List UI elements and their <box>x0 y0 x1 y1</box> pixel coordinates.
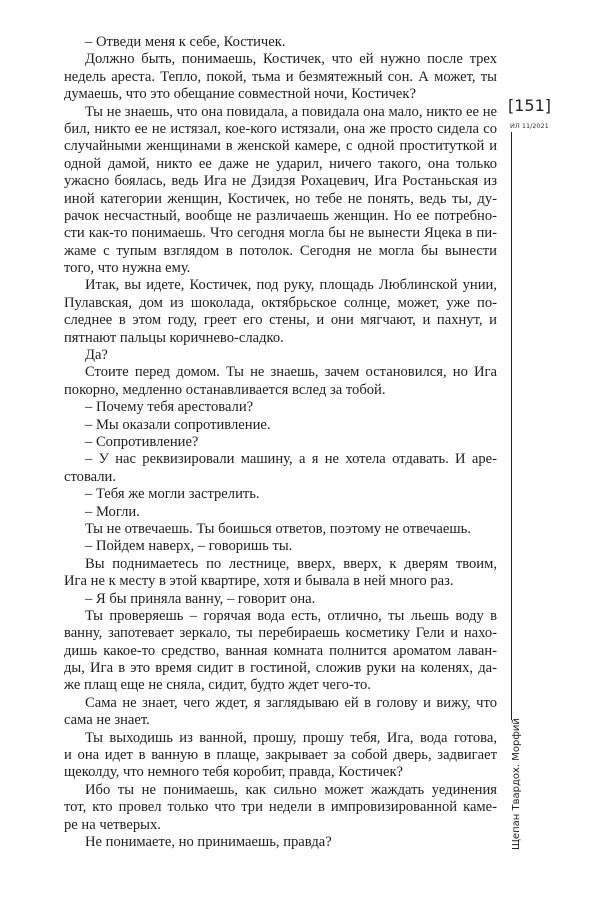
text-line: Ты не отвечаешь. Ты боишься ответов, поэтому не отвечаешь. <box>85 520 471 537</box>
text-line: Сама не знает, чего ждет, я заглядываю ей в голову и вижу, что <box>85 694 497 711</box>
text-line: – Мы оказали сопротивление. <box>85 416 271 433</box>
text-line: Вы поднимаетесь по лестнице, вверх, вверх, к дверям твоим, <box>85 555 497 572</box>
text-line: – Я бы приняла ванну, – говорит она. <box>85 590 316 607</box>
text-line: Стоите перед домом. Ты не знаешь, зачем остановился, но Ига <box>85 364 497 381</box>
text-line: Ты не знаешь, что она повидала, а повидала она мало, никто ее не <box>85 103 497 120</box>
text-line: жаме с тупым взглядом в потолок. Сегодня не могла бы вынести <box>64 242 497 259</box>
margin-rule <box>511 132 512 720</box>
text-line: Итак, вы идете, Костичек, под руку, площадь Люблинской унии, <box>85 277 497 294</box>
text-line: Должно быть, понимаешь, Костичек, что ей нужно после трех <box>85 51 497 68</box>
text-line: ванну, запотевает зеркало, ты перебираешь косметику Гели и нахо- <box>64 625 497 642</box>
text-line: бил, никто ее не истязал, кое-кого истязали, она же просто сидела со <box>64 120 497 137</box>
text-line: рачок несчастный, вообще не различаешь женщин. Но ее потребно- <box>64 207 497 224</box>
text-line: сти как-то понимаешь. Что сегодня могла бы не вынести Яцека в пи- <box>64 225 497 242</box>
text-line: недель ареста. Тепло, покой, тьма и безмятежный сон. А может, ты <box>64 68 497 85</box>
text-line: – Почему тебя арестовали? <box>85 399 254 416</box>
text-line: ужасно боялась, ведь Ига не Дзидзя Рохацевич, Ига Ростаньская из <box>64 173 497 190</box>
running-title: Щепан Твардох. Морфий <box>511 718 522 850</box>
page-number: [151] <box>508 96 552 115</box>
text-line: думаешь, что это обещание совместной ночи, Костичек? <box>64 86 416 103</box>
text-line: же плащ еще не сняла, сидит, будто ждет чего-то. <box>64 677 371 694</box>
text-line: Ибо ты не понимаешь, как сильно может жаждать уединения <box>85 781 497 798</box>
text-line: дишь какое-то средство, ванная комната полнится ароматом лаван- <box>64 642 497 659</box>
text-line: Не понимаете, но принимаешь, правда? <box>85 833 332 850</box>
text-line: щеколду, что немного тебя коробит, правда, Костичек? <box>64 764 404 781</box>
text-line: тот, кто провел только что три недели в импровизированной каме- <box>64 799 497 816</box>
text-line: того, что нужна ему. <box>64 260 191 277</box>
text-line: – У нас реквизировали машину, а я не хотела отдавать. И аре- <box>85 451 497 468</box>
text-line: Ты выходишь из ванной, прошу, прошу тебя, Ига, вода готова, <box>85 729 497 746</box>
text-line: – Отведи меня к себе, Костичек. <box>85 34 286 50</box>
text-line: ре на четверых. <box>64 816 161 833</box>
text-line: одной дамой, никто ее даже не ударил, ничего такого, она только <box>64 155 497 172</box>
text-line: случайными женщинами в женской камере, с одной проституткой и <box>64 138 497 155</box>
text-line: ды, Ига в это время сидит в гостиной, сложив руки на коленях, да- <box>64 660 497 677</box>
body-text <box>64 34 497 851</box>
text-line: иной категории женщин, Костичек, но тебе не понять, ведь ты, ду- <box>64 190 497 207</box>
text-line: – Могли. <box>85 503 140 520</box>
text-line: стовали. <box>64 468 117 485</box>
text-line: следнее в этом году, греет его стены, и они мягчают, и пахнут, и <box>64 312 497 329</box>
text-line: – Пойдем наверх, – говоришь ты. <box>85 538 293 555</box>
text-line: Ты проверяешь – горячая вода есть, отлично, ты льешь воду в <box>85 607 497 624</box>
text-line: Пулавская, дом из шоколада, октябрьское солнце, может, уже по- <box>64 294 497 311</box>
text-line: покорно, медленно останавливается вслед за тобой. <box>64 381 386 398</box>
text-line: Да? <box>85 347 108 364</box>
text-line: пятнают пальцы коричнево-сладко. <box>64 329 284 346</box>
text-line: – Сопротивление? <box>85 433 199 450</box>
issue-label: ИЛ 11/2021 <box>510 122 549 130</box>
text-line: – Тебя же могли застрелить. <box>85 486 260 503</box>
text-line: сама не знает. <box>64 712 150 729</box>
text-line: и она идет в ванную в плаще, закрывает за собой дверь, задвигает <box>64 747 497 764</box>
text-line: Ига не к месту в этой квартире, хотя и бывала в ней много раз. <box>64 573 454 590</box>
